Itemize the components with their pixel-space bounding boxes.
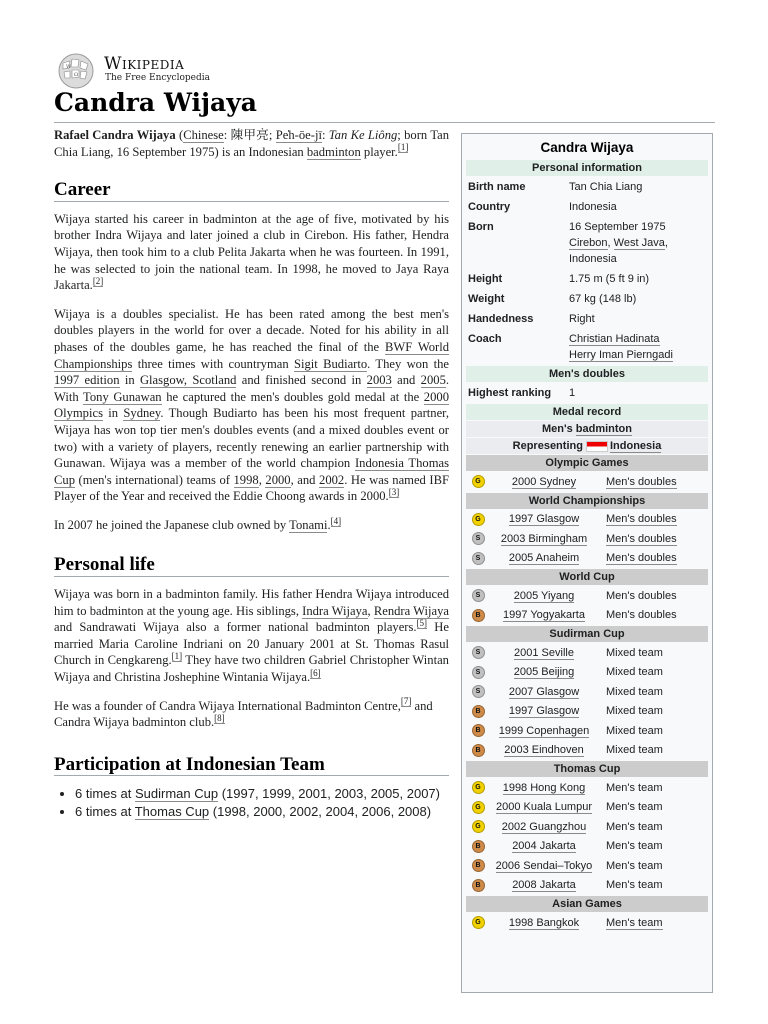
gold-medal-icon: G — [472, 916, 485, 929]
infobox-title: Candra Wijaya — [540, 140, 634, 155]
medal-category-cell — [598, 782, 708, 794]
medal-event-cell — [490, 801, 598, 813]
medal-cell — [466, 513, 490, 526]
gold-medal-icon: G — [472, 820, 485, 833]
participation-list — [62, 785, 449, 821]
medal-category: Mixed team — [606, 724, 663, 737]
gold-medal-icon: G — [472, 801, 485, 814]
infobox-header-medal-record: Medal record — [466, 404, 708, 420]
medal-row — [466, 837, 708, 857]
infobox-label: Height — [468, 273, 503, 285]
medal-representing — [466, 438, 708, 454]
svg-text:W: W — [66, 64, 72, 70]
medal-event-link[interactable]: 2006 Sendai–Tokyo — [495, 859, 593, 872]
medal-sections — [466, 455, 708, 933]
lead-text: player. — [360, 144, 398, 159]
reference-link[interactable]: [1] — [171, 651, 183, 662]
list-item — [75, 803, 449, 821]
medal-category-cell — [598, 801, 708, 813]
medal-row — [466, 472, 708, 492]
gold-medal-icon: G — [472, 513, 485, 526]
career-text: . He was named IBF Player of the Year and received the Eddie Choong awards in 2000. — [54, 472, 449, 504]
lead-text: : — [321, 128, 329, 142]
medal-category: Men's team — [606, 781, 663, 794]
medal-cell — [466, 820, 490, 833]
link-2005[interactable]: 2005 — [420, 373, 446, 388]
born-country: Indonesia — [569, 253, 617, 265]
silver-medal-icon: S — [472, 646, 485, 659]
medal-event-link[interactable]: 2000 Sydney — [511, 475, 577, 488]
medal-event-link[interactable]: 2003 Birmingham — [500, 532, 588, 545]
career-text: Wijaya started his career in badminton at the age of five, motivated by his brother Indra Wijaya and later joined a club in Cirebon. His father, Hendra Wijaya, then took him to a club Pelita Jakarta when he was fourteen. In 1991, he was selected to join the national team. In 1998, he moved to Jaya Raya Jakarta. — [54, 211, 449, 293]
medal-row — [466, 741, 708, 761]
medal-category: Men's team — [606, 801, 663, 814]
medal-category: Men's team — [606, 879, 663, 892]
lead-text: : 陳甲亮; — [223, 128, 276, 142]
medal-cell — [466, 589, 490, 602]
page-title: Candra Wijaya — [54, 88, 257, 117]
medal-cell — [466, 705, 490, 718]
medal-event-cell — [490, 552, 598, 564]
item-text: (1997, 1999, 2001, 2003, 2005, 2007) — [218, 786, 440, 802]
medal-row — [466, 721, 708, 741]
medal-category-cell — [598, 860, 708, 872]
medal-event-cell — [490, 725, 598, 737]
bronze-medal-icon: B — [472, 879, 485, 892]
medal-category-cell — [598, 552, 708, 564]
link-thomas-cup[interactable]: Thomas Cup — [134, 804, 210, 820]
silver-medal-icon: S — [472, 666, 485, 679]
medal-cell — [466, 724, 490, 737]
medal-category-cell — [598, 533, 708, 545]
personal-paragraph-1 — [54, 586, 449, 686]
medal-event-cell — [490, 782, 598, 794]
medal-row — [466, 856, 708, 876]
list-item — [75, 785, 449, 803]
personal-text: , — [367, 603, 374, 618]
medal-event-link[interactable]: 2002 Guangzhou — [501, 820, 587, 833]
link-1997-edition[interactable]: 1997 edition — [54, 373, 120, 388]
personal-text: He married Maria Caroline Indriani on 20 January 2001 at St. Thomas Rasul Church in Cengkareng. — [54, 620, 449, 668]
link-rendra-wijaya[interactable]: Rendra Wijaya — [373, 603, 449, 618]
item-text: 6 times at — [75, 804, 135, 820]
medal-event-cell — [490, 686, 598, 698]
infobox-label: Handedness — [468, 313, 534, 325]
item-text: 6 times at — [75, 786, 135, 802]
medal-event-link[interactable]: 2008 Jakarta — [512, 879, 576, 892]
link-sydney[interactable]: Sydney — [123, 406, 161, 421]
medal-event-cell — [490, 860, 598, 872]
medal-section-header: Olympic Games — [466, 455, 708, 471]
medal-row — [466, 510, 708, 530]
medal-category-cell — [598, 513, 708, 525]
medal-cell — [466, 916, 490, 929]
medal-row — [466, 876, 708, 896]
career-text: , — [258, 472, 266, 487]
medal-category-cell — [598, 821, 708, 833]
lead-name: Rafael Candra Wijaya — [54, 128, 176, 142]
medal-category-link[interactable]: Men's team — [606, 916, 663, 929]
career-text: . They won the — [367, 356, 449, 371]
medal-row — [466, 663, 708, 683]
link-1998[interactable]: 1998 — [233, 472, 259, 487]
medal-cell — [466, 685, 490, 698]
lead-text: ; born Tan Chia Liang, 16 September 1975) is an Indonesian — [54, 128, 450, 159]
born-date: 16 September 1975 — [569, 221, 666, 233]
career-paragraph-2 — [54, 306, 449, 505]
link-cirebon[interactable]: Cirebon — [569, 237, 608, 249]
infobox-row-birth-name — [466, 177, 708, 197]
gold-medal-icon: G — [472, 475, 485, 488]
infobox-row-coach — [466, 329, 708, 365]
medal-event-cell — [490, 840, 598, 852]
infobox-value: 1 — [569, 387, 576, 399]
silver-medal-icon: S — [472, 552, 485, 565]
medal-cell — [466, 646, 490, 659]
bronze-medal-icon: B — [472, 859, 485, 872]
item-text: (1998, 2000, 2002, 2004, 2006, 2008) — [209, 804, 432, 820]
medal-event-cell — [490, 666, 598, 678]
infobox-row-ranking — [466, 383, 708, 403]
bronze-medal-icon: B — [472, 609, 485, 622]
infobox-label: Born — [468, 221, 494, 233]
bronze-medal-icon: B — [472, 840, 485, 853]
medal-event-link[interactable]: 2003 Eindhoven — [504, 744, 584, 757]
article-body — [54, 127, 449, 821]
career-text: . Though Budiarto has been his most frequent partner, Wijaya has won top tier men's doubles events (and a mixed doubles event or two) with a variety of players, recently renewing an earlier partnership with Gunawan. Wijaya was a member of the world champion — [54, 406, 450, 471]
medal-category-cell — [598, 590, 708, 602]
medal-event-link[interactable]: 2001 Seville — [514, 646, 574, 659]
career-text: Wijaya is a doubles specialist. He has been rated among the best men's doubles players in the world for over a decade. Noted for his ability in all phases of the doubles game, he has reached the final of the — [54, 306, 449, 354]
career-text: . — [327, 517, 331, 532]
reference-link[interactable]: [8] — [214, 713, 225, 724]
career-text: in — [119, 373, 140, 388]
medal-category: Mixed team — [606, 685, 663, 698]
link-2000[interactable]: 2000 — [265, 472, 291, 487]
medal-event-link[interactable]: 1998 Bangkok — [508, 916, 580, 929]
heading-personal-life: Personal life — [54, 557, 449, 577]
link-tonami[interactable]: Tonami — [289, 517, 328, 532]
infobox-value: Right — [569, 313, 595, 325]
lead-poj-value: Tan Ke Liông — [328, 128, 398, 142]
infobox-row-weight — [466, 289, 708, 309]
link-christian-hadinata[interactable]: Christian Hadinata — [569, 333, 660, 345]
medal-section-header: Asian Games — [466, 896, 708, 912]
medal-event-cell — [490, 821, 598, 833]
medal-section-header: World Cup — [466, 569, 708, 585]
medal-row — [466, 529, 708, 549]
sport-pre: Men's — [541, 423, 576, 435]
medal-cell — [466, 666, 490, 679]
personal-text: Wijaya was born in a badminton family. His father Hendra Wijaya introduced him to badminton at the young age. His siblings, — [54, 587, 449, 618]
silver-medal-icon: S — [472, 589, 485, 602]
wikipedia-tagline: The Free Encyclopedia — [105, 73, 210, 83]
medal-category-cell — [598, 647, 708, 659]
link-tony-gunawan[interactable]: Tony Gunawan — [83, 389, 162, 404]
medal-category-cell — [598, 725, 708, 737]
link-sudirman-cup[interactable]: Sudirman Cup — [134, 786, 219, 802]
born-place — [569, 235, 706, 251]
medal-category-cell — [598, 686, 708, 698]
indonesia-flag-icon — [586, 441, 608, 452]
medal-cell — [466, 781, 490, 794]
silver-medal-icon: S — [472, 685, 485, 698]
medal-row — [466, 817, 708, 837]
representing-pre: Representing — [512, 440, 586, 452]
medal-section-header: Sudirman Cup — [466, 626, 708, 642]
medal-event-link[interactable]: 2005 Yiyang — [513, 589, 575, 602]
medal-category-cell — [598, 705, 708, 717]
medal-event-link[interactable]: 2004 Jakarta — [512, 840, 576, 853]
wikipedia-wordmark[interactable]: Wikipedia — [104, 54, 185, 74]
medal-event-cell — [490, 590, 598, 602]
link-2002[interactable]: 2002 — [319, 472, 345, 487]
medal-cell — [466, 609, 490, 622]
personal-text: and Candra Wijaya badminton club. — [54, 698, 433, 730]
reference-link[interactable]: [6] — [310, 667, 321, 678]
personal-text: He was a founder of Candra Wijaya International Badminton Centre, — [54, 698, 401, 713]
medal-event-link[interactable]: 2000 Kuala Lumpur — [495, 801, 592, 814]
infobox-value — [569, 331, 706, 363]
link-badminton[interactable]: badminton — [306, 144, 361, 159]
reference-link[interactable]: [7] — [400, 696, 412, 707]
link-chinese[interactable]: Chinese — [183, 128, 224, 142]
medal-event-link[interactable]: 1997 Yogyakarta — [503, 609, 585, 622]
infobox-value: 67 kg (148 lb) — [569, 293, 637, 305]
link-sigit-budiarto[interactable]: Sigit Budiarto — [293, 356, 368, 371]
medal-category: Mixed team — [606, 646, 663, 659]
medal-category-cell — [598, 666, 708, 678]
link-badminton-sport[interactable]: badminton — [575, 423, 632, 435]
medal-event-cell — [490, 647, 598, 659]
medal-row — [466, 913, 708, 933]
infobox-label: Country — [468, 201, 511, 213]
medal-category-link[interactable]: Men's doubles — [606, 475, 677, 488]
medal-category: Men's team — [606, 840, 663, 853]
medal-event-link[interactable]: 1997 Glasgow — [508, 705, 580, 718]
reference-link[interactable]: [5] — [416, 618, 428, 629]
reference-link[interactable]: [1] — [397, 142, 409, 153]
career-text: In 2007 he joined the Japanese club owned by — [54, 517, 290, 532]
medal-cell — [466, 801, 490, 814]
medal-category: Men's team — [606, 859, 663, 872]
career-text: in — [102, 406, 124, 421]
medal-event-link[interactable]: 1999 Copenhagen — [498, 724, 590, 737]
born-sep: , — [664, 237, 668, 249]
medal-category: Men's team — [606, 820, 663, 833]
medal-cell — [466, 552, 490, 565]
medal-section-header: World Championships — [466, 493, 708, 509]
medal-event-cell — [490, 744, 598, 756]
medal-row — [466, 682, 708, 702]
career-paragraph-3 — [54, 517, 449, 534]
link-bwf-world-championships[interactable]: BWF World Championships — [54, 339, 449, 371]
link-herry-iman-pierngadi[interactable]: Herry Iman Pierngadi — [569, 349, 673, 361]
link-west-java[interactable]: West Java — [613, 237, 665, 249]
medal-event-link[interactable]: 1997 Glasgow — [508, 513, 580, 526]
medal-category-link[interactable]: Men's doubles — [606, 552, 677, 565]
personal-text: They have two children Gabriel Christopher Wintan Wijaya and Christina Joshephine Wintania Wijaya. — [54, 653, 449, 685]
career-text: three times with countryman — [132, 356, 294, 371]
medal-category-cell — [598, 879, 708, 891]
medal-event-cell — [490, 705, 598, 717]
medal-row — [466, 798, 708, 818]
medal-event-cell — [490, 476, 598, 488]
medal-event-cell — [490, 533, 598, 545]
reference-link[interactable]: [3] — [388, 487, 400, 498]
reference-link[interactable]: [4] — [330, 515, 342, 526]
infobox-row-country — [466, 197, 708, 217]
infobox-header-personal: Personal information — [466, 160, 708, 176]
medal-event-link[interactable]: 1998 Hong Kong — [502, 781, 586, 794]
medal-category-cell — [598, 840, 708, 852]
infobox-label: Weight — [468, 293, 505, 305]
medal-category-cell — [598, 609, 708, 621]
infobox-header-doubles: Men's doubles — [466, 366, 708, 382]
svg-text:Ω: Ω — [74, 72, 79, 78]
medal-row — [466, 549, 708, 569]
medal-row — [466, 702, 708, 722]
medal-cell — [466, 859, 490, 872]
bronze-medal-icon: B — [472, 705, 485, 718]
medal-category: Mixed team — [606, 666, 663, 679]
medal-event-cell — [490, 879, 598, 891]
personal-paragraph-2 — [54, 698, 449, 731]
medal-category: Mixed team — [606, 705, 663, 718]
infobox-label: Birth name — [468, 181, 526, 193]
career-text: and finished second in — [236, 373, 367, 388]
medal-sport — [466, 421, 708, 437]
career-text: . With — [54, 373, 450, 404]
career-text: , and — [290, 472, 320, 487]
medal-event-cell — [490, 513, 598, 525]
infobox-row-handedness — [466, 309, 708, 329]
medal-event-link[interactable]: 2005 Beijing — [513, 666, 575, 679]
link-poj[interactable]: Pe̍h-ōe-jī — [275, 128, 322, 142]
medal-row — [466, 606, 708, 626]
title-divider — [54, 122, 715, 123]
infobox-row-height — [466, 269, 708, 289]
infobox-value: Tan Chia Liang — [569, 181, 643, 193]
bronze-medal-icon: B — [472, 744, 485, 757]
infobox-value — [569, 219, 706, 267]
reference-link[interactable]: [2] — [92, 275, 104, 286]
personal-text: and Sandrawati Wijaya also a former national badminton players. — [54, 620, 417, 635]
infobox — [461, 133, 713, 993]
medal-section-header: Thomas Cup — [466, 761, 708, 777]
link-glasgow-scotland[interactable]: Glasgow, Scotland — [139, 373, 237, 388]
born-sep: , — [607, 237, 614, 249]
gold-medal-icon: G — [472, 781, 485, 794]
lead-text: ( — [175, 128, 184, 142]
medal-category-link[interactable]: Men's doubles — [606, 513, 677, 526]
link-indonesia-thomas-cup[interactable]: Indonesia Thomas Cup — [54, 456, 449, 487]
medal-row — [466, 778, 708, 798]
career-text: (men's international) teams of — [75, 472, 234, 487]
medal-event-cell — [490, 917, 598, 929]
silver-medal-icon: S — [472, 532, 485, 545]
career-paragraph-1 — [54, 211, 449, 294]
link-indra-wijaya[interactable]: Indra Wijaya — [302, 603, 368, 618]
heading-participation: Participation at Indonesian Team — [54, 757, 449, 777]
medal-cell — [466, 532, 490, 545]
infobox-label: Coach — [468, 333, 502, 345]
medal-row — [466, 643, 708, 663]
link-indonesia[interactable]: Indonesia — [610, 440, 662, 452]
medal-row — [466, 586, 708, 606]
infobox-value: Indonesia — [569, 201, 617, 213]
infobox-row-born — [466, 217, 708, 269]
medal-event-cell — [490, 609, 598, 621]
medal-category-cell — [598, 476, 708, 488]
medal-cell — [466, 475, 490, 488]
career-text: he captured the men's doubles gold medal at the — [161, 389, 424, 404]
wikipedia-globe-logo[interactable] — [54, 52, 98, 90]
medal-category: Men's doubles — [606, 609, 677, 622]
bronze-medal-icon: B — [472, 724, 485, 737]
medal-category-cell — [598, 744, 708, 756]
link-2000-olympics[interactable]: 2000 Olympics — [54, 389, 449, 421]
medal-event-link[interactable]: 2005 Anaheim — [508, 552, 580, 565]
medal-category-cell — [598, 917, 708, 929]
medal-cell — [466, 879, 490, 892]
medal-event-link[interactable]: 2007 Glasgow — [508, 685, 580, 698]
infobox-value: 1.75 m (5 ft 9 in) — [569, 273, 650, 285]
medal-cell — [466, 744, 490, 757]
heading-career: Career — [54, 182, 449, 202]
medal-category: Mixed team — [606, 744, 663, 757]
infobox-label: Highest ranking — [468, 387, 552, 399]
medal-category: Men's doubles — [606, 589, 677, 602]
medal-cell — [466, 840, 490, 853]
career-text: and — [391, 373, 421, 388]
medal-category-link[interactable]: Men's doubles — [606, 532, 677, 545]
link-2003[interactable]: 2003 — [366, 373, 392, 388]
lead-paragraph — [54, 127, 449, 160]
